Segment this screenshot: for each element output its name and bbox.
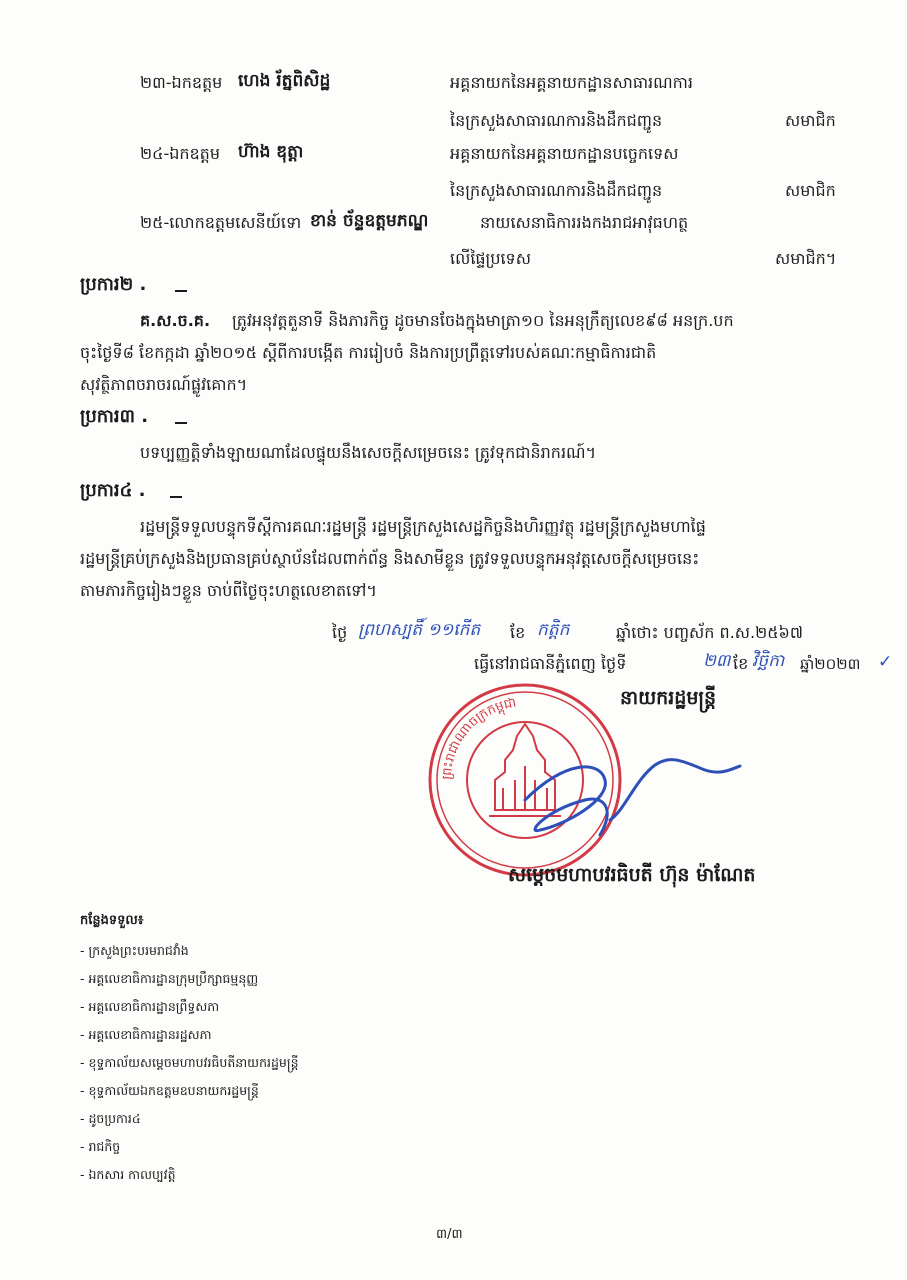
solar-month-label: ខែ bbox=[733, 654, 749, 673]
member-24-prefix: ២៤-ឯកឧត្តម bbox=[140, 144, 220, 163]
cc-item: - ខុទ្ទកាល័យឯកឧត្តមឧបនាយករដ្ឋមន្ត្រី bbox=[80, 1083, 259, 1098]
member-23-prefix: ២៣-ឯកឧត្តម bbox=[140, 73, 223, 92]
solar-year: ឆ្នាំ២០២៣ bbox=[800, 655, 861, 673]
signer-title: នាយករដ្ឋមន្ត្រី bbox=[620, 687, 717, 709]
lunar-year: ឆ្នាំថោះ បញ្ចស័ក ព.ស.២៥៦៧ bbox=[616, 623, 803, 642]
solar-date-prefix: ធ្វើនៅរាជធានីភ្នំពេញ ថ្ងៃទី bbox=[474, 654, 627, 673]
signature-icon bbox=[505, 740, 745, 850]
lunar-day-label: ថ្ងៃ bbox=[332, 623, 348, 642]
lunar-month-handwritten: កត្ដិក bbox=[537, 620, 570, 640]
cc-item: - ក្រសួងព្រះបរមរាជវាំង bbox=[80, 943, 189, 958]
lunar-month-label: ខែ bbox=[510, 623, 526, 642]
solar-day-handwritten: ២៣ bbox=[703, 651, 731, 671]
member-23-name: ហេង រ័ត្នពិសិដ្ឋ bbox=[238, 71, 331, 91]
member-25-role-2: លើផ្ទៃប្រទេស bbox=[450, 249, 531, 268]
check-mark-icon: ✓ bbox=[878, 652, 893, 672]
article-4-line-1: រដ្ឋមន្ត្រីទទួលបន្ទុកទីស្ដីការគណៈរដ្ឋមន្ត្រី រដ្ឋមន្ត្រីក្រសួងសេដ្ឋកិច្ចនិងហិរញ្ញវត្ថុ រដ្ឋមន្ត្រីក្រសួងមហាផ្ទៃ bbox=[140, 517, 706, 536]
member-24-status: សមាជិក bbox=[785, 181, 836, 200]
article-2-heading: ប្រការ២ . bbox=[80, 274, 147, 295]
article-2-underline bbox=[175, 290, 187, 292]
cc-item: - ដូចប្រការ៤ bbox=[80, 1111, 141, 1126]
article-2-line-1: ត្រូវអនុវត្តតួនាទី និងភារកិច្ច ដូចមានចែងក្នុងមាត្រា១០ នៃអនុក្រឹត្យលេខ៩៨ អនក្រ.បក bbox=[232, 311, 734, 330]
member-23-status: សមាជិក bbox=[785, 111, 836, 130]
member-23-role-1: អគ្គនាយកនៃអគ្គនាយកដ្ឋានសាធារណការ bbox=[450, 73, 693, 92]
member-25-status: សមាជិក។ bbox=[775, 249, 837, 268]
solar-month-handwritten: វិច្ឆិកា bbox=[752, 651, 785, 671]
cc-title: កន្លែងទទួល៖ bbox=[80, 913, 144, 928]
article-3-heading: ប្រការ៣ . bbox=[80, 406, 149, 427]
signer-name: សម្ដេចមហាបវរធិបតី ហ៊ុន ម៉ាណែត bbox=[508, 864, 756, 886]
article-4-line-3: តាមភារកិច្ចរៀងៗខ្លួន ចាប់ពីថ្ងៃចុះហត្ថលេខាតទៅ។ bbox=[80, 581, 377, 600]
cc-item: - អគ្គលេខាធិការដ្ឋានរដ្ឋសភា bbox=[80, 1027, 212, 1042]
article-4-heading: ប្រការ៤ . bbox=[80, 480, 146, 501]
cc-item: - ឯកសារ កាលប្បវត្តិ bbox=[80, 1167, 176, 1182]
article-2-line-3: សុវត្ថិភាពចរាចរណ៍ផ្លូវគោក។ bbox=[80, 375, 248, 394]
lunar-day-handwritten: ព្រហស្បតិ៍ ១១កើត bbox=[358, 620, 481, 640]
cc-item: - អគ្គលេខាធិការដ្ឋានព្រឹទ្ធសភា bbox=[80, 999, 220, 1014]
member-24-role-1: អគ្គនាយកនៃអគ្គនាយកដ្ឋានបច្ចេកទេស bbox=[450, 144, 679, 163]
article-2-line-2: ចុះថ្ងៃទី៨ ខែកក្កដា ឆ្នាំ២០១៥ ស្ដីពីការបង្កើត ការរៀបចំ និងការប្រព្រឹត្តទៅរបស់គណៈកម្មាធិការជាតិ bbox=[80, 343, 657, 362]
cc-item: - រាជកិច្ច bbox=[80, 1139, 121, 1154]
member-23-role-2: នៃក្រសួងសាធារណការនិងដឹកជញ្ជូន bbox=[450, 111, 663, 130]
page-number: ៣/៣ bbox=[436, 1227, 463, 1242]
cc-item: - ខុទ្ទកាល័យសម្ដេចមហាបវរធិបតីនាយករដ្ឋមន្ត្រី bbox=[80, 1055, 299, 1070]
member-25-name: ខាន់ ច័ន្ទឧត្តមភណ្ឌ bbox=[310, 211, 429, 231]
member-24-name: ហ៊ាង ឌុត្តា bbox=[238, 142, 304, 162]
member-25-role-1: នាយសេនាធិការរងកងរាជអាវុធហត្ថ bbox=[480, 213, 689, 232]
seal-ring-text: ព្រះរាជាណាចក្រកម្ពុជា bbox=[439, 695, 518, 781]
article-2-lead: គ.ស.ច.គ. bbox=[140, 311, 211, 330]
article-3-underline bbox=[175, 422, 187, 424]
article-4-underline bbox=[170, 496, 182, 498]
article-3-line-1: បទប្បញ្ញត្តិទាំងឡាយណាដែលផ្ទុយនឹងសេចក្ដីសម្រេចនេះ ត្រូវទុកជានិរាករណ៍។ bbox=[140, 443, 597, 462]
cc-item: - អគ្គលេខាធិការដ្ឋានក្រុមប្រឹក្សាធម្មនុញ្ញ bbox=[80, 971, 259, 986]
member-25-prefix: ២៥-លោកឧត្តមសេនីយ៍ទោ bbox=[140, 213, 302, 232]
member-24-role-2: នៃក្រសួងសាធារណការនិងដឹកជញ្ជូន bbox=[450, 181, 663, 200]
article-4-line-2: រដ្ឋមន្ត្រីគ្រប់ក្រសួងនិងប្រធានគ្រប់ស្ថាប័នដែលពាក់ព័ន្ធ និងសាមីខ្លួន ត្រូវទទួលបន្ទុកអនុវត្តសេចក្ដីសម្រេចនេះ bbox=[80, 549, 700, 568]
